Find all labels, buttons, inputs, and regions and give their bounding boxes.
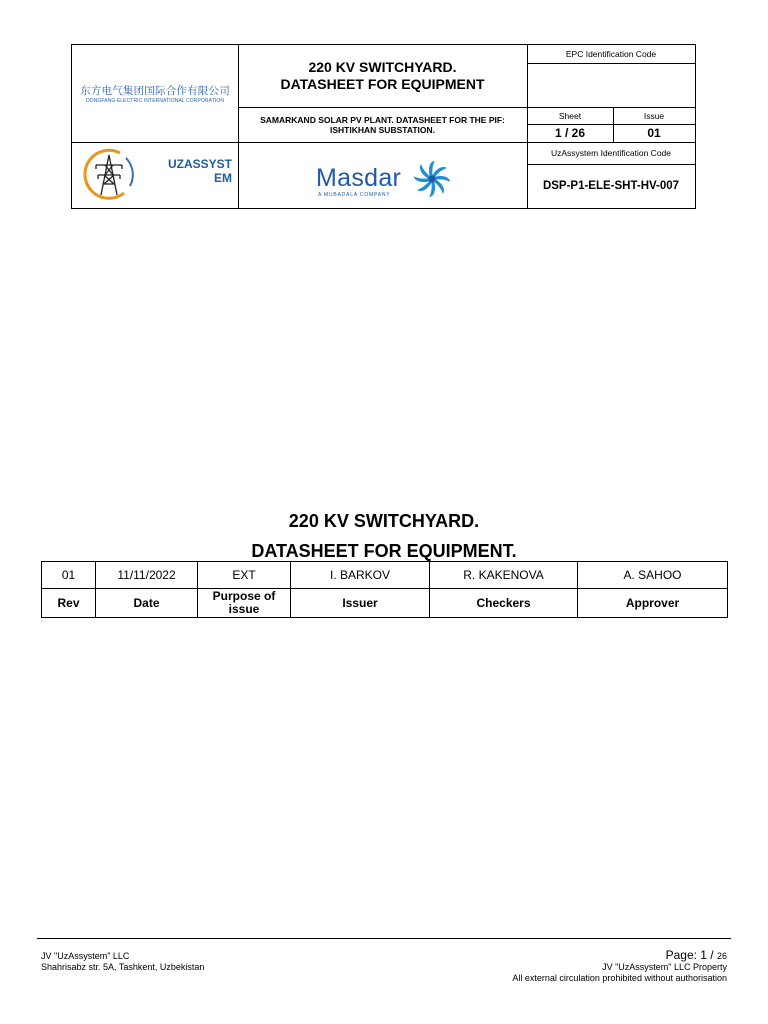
dongfang-name-cn: 东方电气集团国际合作有限公司 [80, 85, 230, 97]
issue-label: Issue [643, 110, 665, 121]
masdar-wordmark: Masdar [316, 164, 402, 192]
footer-property: JV "UzAssystem" LLC Property [602, 962, 727, 972]
epc-id-value [527, 63, 695, 107]
revision-header-row [42, 589, 728, 618]
masdar-tagline: A MUBADALA COMPANY [318, 192, 391, 198]
masdar-turbine-icon [414, 161, 450, 197]
document-header [71, 44, 696, 209]
approver-header: Approver [578, 589, 728, 618]
uz-id-value: DSP-P1-ELE-SHT-HV-007 [542, 180, 680, 192]
purpose-cell: EXT [198, 562, 291, 589]
uzassystem-name-line2: EM [214, 171, 232, 185]
date-cell: 11/11/2022 [96, 562, 198, 589]
revision-row [42, 562, 728, 589]
footer-page-total: 26 [716, 951, 727, 961]
footer-page [666, 948, 727, 963]
issue-value: 01 [647, 126, 661, 140]
approver-cell: A. SAHOO [578, 562, 728, 589]
footer-circulation: All external circulation prohibited without authorisation [512, 973, 727, 983]
uzassystem-logo [72, 142, 238, 208]
epc-id-label: EPC Identification Code [565, 49, 657, 59]
uzassystem-name-line1: UZASSYST [167, 157, 232, 171]
checkers-header: Checkers [430, 589, 578, 618]
masdar-logo [238, 142, 527, 208]
sheet-value: 1 / 26 [554, 126, 586, 140]
header-title [238, 45, 527, 107]
dongfang-logo [72, 45, 238, 142]
transmission-tower-icon [80, 146, 138, 204]
issuer-header: Issuer [291, 589, 430, 618]
issuer-cell: I. BARKOV [291, 562, 430, 589]
footer-address: Shahrisabz str. 5A, Tashkent, Uzbekistan [41, 962, 205, 972]
main-title-line2: DATASHEET FOR EQUIPMENT. [251, 541, 517, 561]
header-title-line1: 220 KV SWITCHYARD. [308, 59, 457, 75]
main-title-line1: 220 KV SWITCHYARD. [288, 511, 480, 531]
header-title-line2: DATASHEET FOR EQUIPMENT [280, 76, 485, 92]
dongfang-name-en: DONGFANG ELECTRIC INTERNATIONAL CORPORATION [85, 98, 225, 104]
footer-divider [37, 938, 731, 939]
revision-table [41, 561, 728, 618]
footer-company: JV "UzAssystem" LLC [41, 951, 130, 961]
purpose-header: Purpose of issue [198, 589, 291, 618]
uz-id-label: UzAssystem Identification Code [551, 148, 671, 158]
sheet-label: Sheet [558, 110, 582, 121]
rev-cell: 01 [42, 562, 96, 589]
date-header: Date [96, 589, 198, 618]
header-subtitle: SAMARKAND SOLAR PV PLANT. DATASHEET FOR THE PIF: ISHTIKHAN SUBSTATION. [260, 114, 505, 135]
footer-page-label: Page: 1 / [665, 948, 714, 962]
rev-header: Rev [42, 589, 96, 618]
checkers-cell: R. KAKENOVA [430, 562, 578, 589]
